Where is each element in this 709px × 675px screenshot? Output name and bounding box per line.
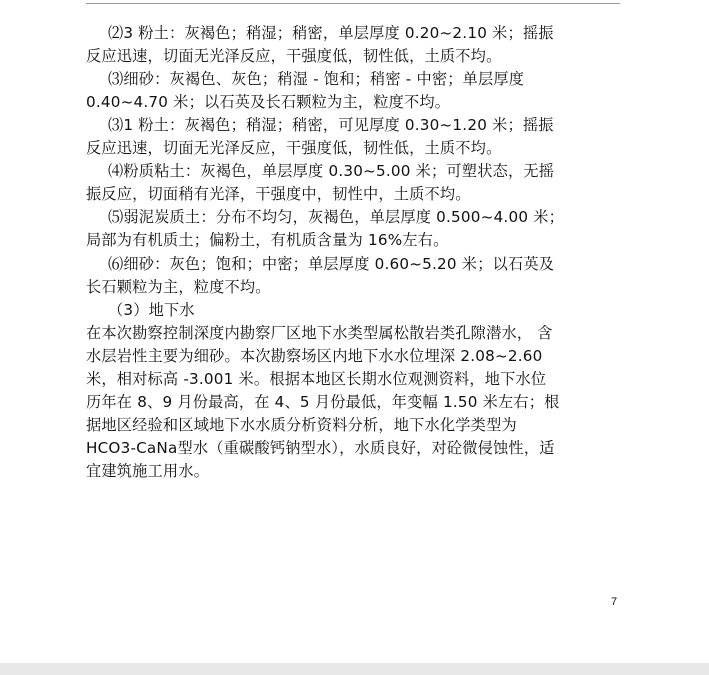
section-heading: （3）地下水 <box>108 301 195 319</box>
text-line: 反应迅速，切面无光泽反应，干强度低，韧性低，土质不均。 <box>86 47 502 65</box>
text-line: 在本次勘察控制深度内勘察厂区地下水类型属松散岩类孔隙潜水， 含 <box>86 324 553 342</box>
text-line: ⑹细砂：灰色；饱和；中密；单层厚度 0.60~5.20 米；以石英及 <box>108 255 555 273</box>
text-line: 局部为有机质土；偏粉土，有机质含量为 16%左右。 <box>86 231 449 249</box>
text-line: 据地区经验和区域地下水水质分析资料分析，地下水化学类型为 <box>86 416 517 434</box>
text-line: 水层岩性主要为细砂。本次勘察场区内地下水水位埋深 2.08~2.60 <box>86 347 543 365</box>
viewer-bottom-bar <box>0 663 709 675</box>
text-line: ⑷粉质粘土：灰褐色，单层厚度 0.30~5.00 米；可塑状态，无摇 <box>108 162 555 180</box>
text-line: ⑶1 粉土：灰褐色；稍湿；稍密，可见厚度 0.30~1.20 米；摇振 <box>108 116 554 134</box>
text-line: 历年在 8、9 月份最高，在 4、5 月份最低，年变幅 1.50 米左右；根 <box>86 393 560 411</box>
text-line: HCO3-CaNa型水（重碳酸钙钠型水），水质良好，对砼微侵蚀性，适 <box>86 439 555 457</box>
text-line: 0.40~4.70 米；以石英及长石颗粒为主，粒度不均。 <box>86 93 451 111</box>
text-line: 振反应，切面稍有光泽，干强度中，韧性中，土质不均。 <box>86 185 471 203</box>
text-line: 宜建筑施工用水。 <box>86 462 210 480</box>
page-number: 7 <box>611 596 618 608</box>
text-line: 米，相对标高 -3.001 米。根据本地区长期水位观测资料，地下水位 <box>86 370 547 388</box>
header-rule <box>86 3 620 4</box>
text-line: ⑸弱泥炭质土：分布不均匀，灰褐色，单层厚度 0.500~4.00 米； <box>108 208 564 226</box>
text-line: 反应迅速，切面无光泽反应，干强度低，韧性低，土质不均。 <box>86 139 502 157</box>
text-line: 长石颗粒为主，粒度不均。 <box>86 278 271 296</box>
text-line: ⑵3 粉土：灰褐色；稍湿；稍密，单层厚度 0.20~2.10 米；摇振 <box>108 24 554 42</box>
text-line: ⑶细砂：灰褐色、灰色；稍湿 - 饱和；稍密 - 中密；单层厚度 <box>108 70 525 88</box>
